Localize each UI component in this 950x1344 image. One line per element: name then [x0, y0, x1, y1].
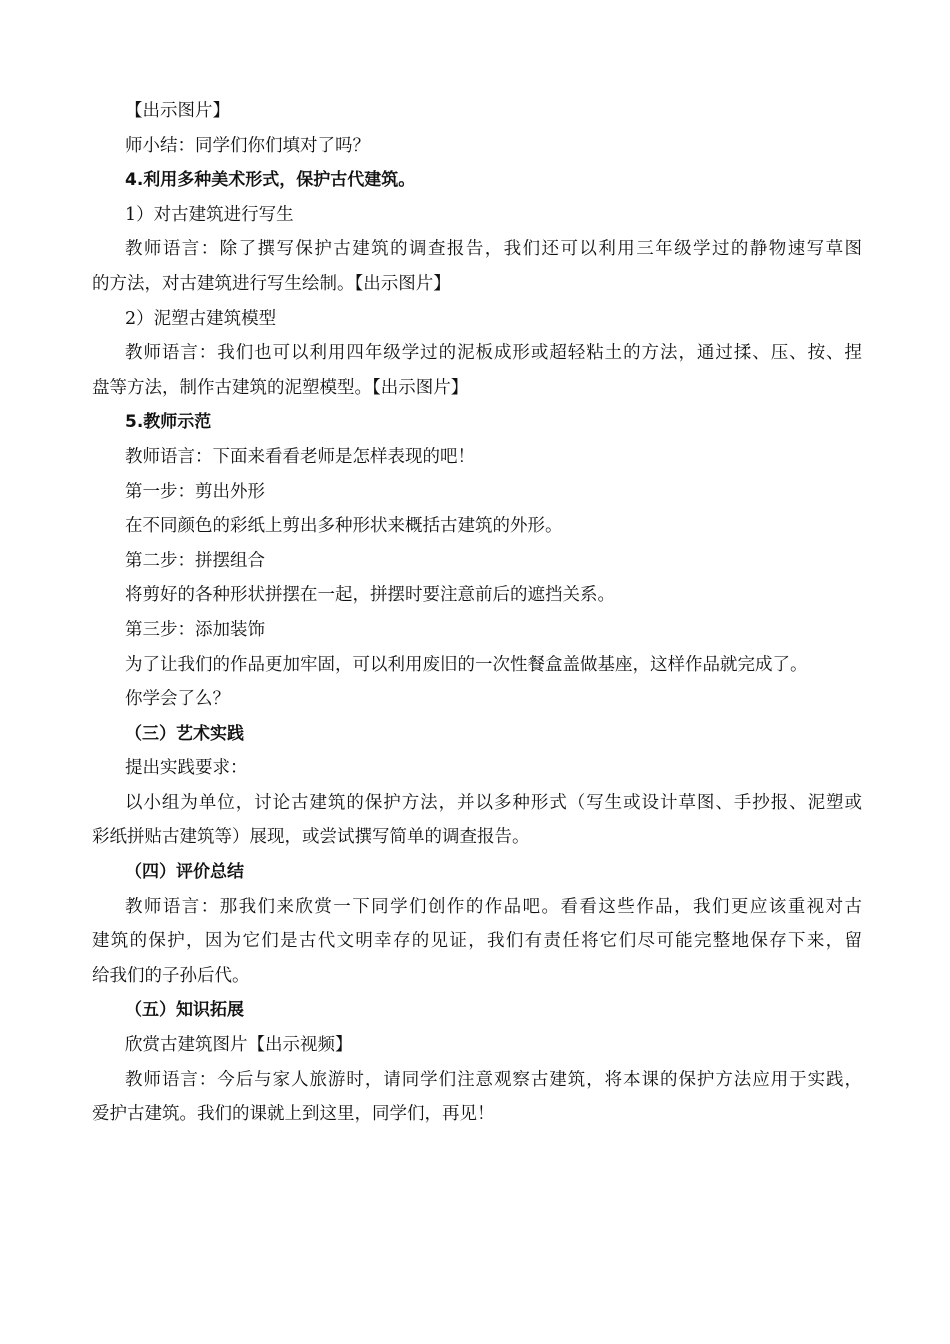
text-line: 教师语言：我们也可以利用四年级学过的泥板成形或超轻粘土的方法，通过揉、压、按、捏 — [125, 343, 862, 364]
text-line: 建筑的保护，因为它们是古代文明幸存的见证，我们有责任将它们尽可能完整地保存下来，留 — [92, 931, 862, 952]
text-line: 教师语言：下面来看看老师是怎样表现的吧！ — [125, 446, 475, 467]
text-line: 教师语言：除了撰写保护古建筑的调查报告，我们还可以利用三年级学过的静物速写草图 — [125, 239, 862, 260]
subsection-heading: 1）对古建筑进行写生 — [125, 204, 294, 225]
text-line: 教师语言：那我们来欣赏一下同学们创作的作品吧。看看这些作品，我们更应该重视对古 — [125, 896, 862, 917]
text-line: 盘等方法，制作古建筑的泥塑模型。【出示图片】 — [92, 377, 469, 398]
text-line: 你学会了么？ — [125, 689, 230, 710]
text-line: 师小结：同学们你们填对了吗？ — [125, 135, 370, 156]
text-line: 将剪好的各种形状拼摆在一起，拼摆时要注意前后的遮挡关系。 — [125, 585, 615, 606]
text-line: 爱护古建筑。我们的课就上到这里，同学们，再见！ — [92, 1104, 495, 1125]
section-heading: （四）评价总结 — [125, 862, 244, 883]
text-line: 欣赏古建筑图片【出示视频】 — [125, 1035, 353, 1056]
document-body — [92, 94, 862, 1132]
text-line: 教师语言：今后与家人旅游时，请同学们注意观察古建筑，将本课的保护方法应用于实践， — [125, 1069, 862, 1090]
section-heading: 5.教师示范 — [125, 412, 212, 433]
step-heading: 第一步：剪出外形 — [125, 481, 265, 502]
step-heading: 第二步：拼摆组合 — [125, 550, 265, 571]
subsection-heading: 2）泥塑古建筑模型 — [125, 308, 277, 329]
text-line: 在不同颜色的彩纸上剪出多种形状来概括古建筑的外形。 — [125, 516, 563, 537]
step-heading: 第三步：添加装饰 — [125, 619, 265, 640]
text-line: 彩纸拼贴古建筑等）展现，或尝试撰写简单的调查报告。 — [92, 827, 530, 848]
section-heading: 4.利用多种美术形式，保护古代建筑。 — [125, 170, 416, 191]
text-line: 的方法，对古建筑进行写生绘制。【出示图片】 — [92, 273, 451, 294]
text-line: 【出示图片】 — [125, 101, 230, 121]
text-line: 以小组为单位，讨论古建筑的保护方法，并以多种形式（写生或设计草图、手抄报、泥塑或 — [125, 792, 862, 813]
text-line: 提出实践要求： — [125, 758, 248, 779]
text-line: 为了让我们的作品更加牢固，可以利用废旧的一次性餐盒盖做基座，这样作品就完成了。 — [125, 654, 808, 675]
section-heading: （三）艺术实践 — [125, 723, 244, 744]
text-line: 给我们的子孙后代。 — [92, 965, 250, 986]
section-heading: （五）知识拓展 — [125, 1000, 244, 1021]
